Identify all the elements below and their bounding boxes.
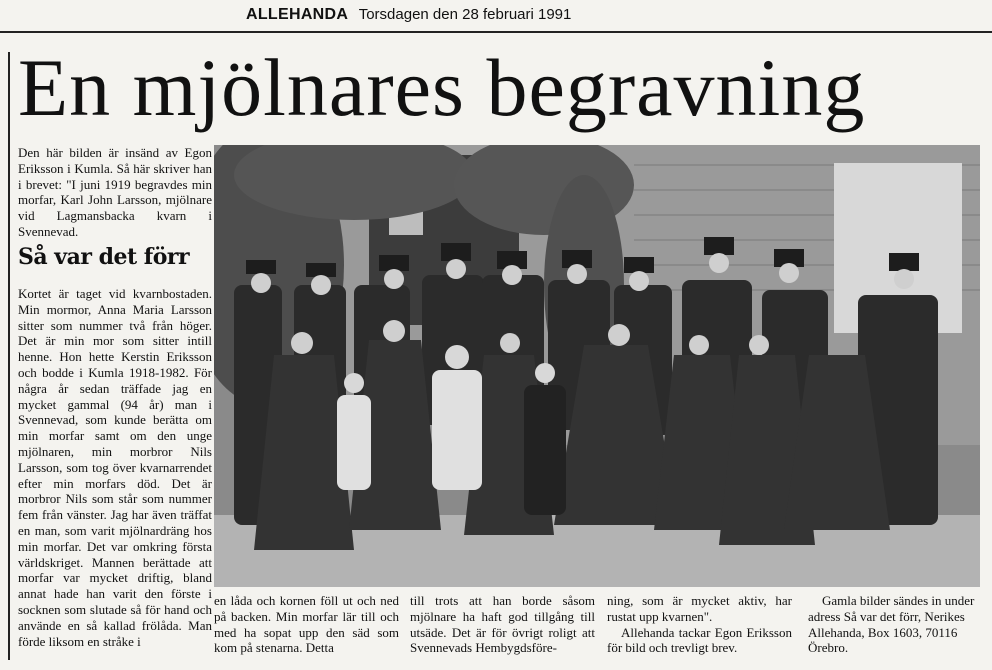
article-column-4	[607, 593, 792, 656]
masthead-rule	[0, 31, 992, 33]
submission-info	[808, 593, 984, 656]
issue-date: Torsdagen den 28 februari 1991	[358, 6, 572, 23]
column-4-text-a: ning, som är mycket aktiv, har rustat upp kvarnen".	[607, 593, 792, 624]
column-4-text-b: Allehanda tackar Egon Eriksson för bild och trevligt brev.	[607, 624, 792, 656]
body-text: Kortet är taget vid kvarnbostaden. Min mormor, Anna Maria Larsson sitter som nummer två från höger. Det är min mor som sitter intill henne. Hon hette Kerstin Eriksson och bodde i Kumla 1918-1982. För några år sedan träffade jag en mycket gammal (94 år) man i Svennevad, som kunde berätta om min morfar samt om den unge mjölnaren, min morbror Nils Larsson, som tog över kvarnarrendet efter min morfars död. Det är morbror Nils som står som nummer fem från vänster. Jag har även träffat en man, som varit mjölnardräng hos min morfar. Det var omkring första världskriget. Mannen berättade att morfar var mycket driftig, bland annat hade han varit den förste i socknen som slutade så för hand och använde en så kallad frölåda. Man förde liksom en stråke i	[18, 286, 212, 649]
group-photo	[214, 145, 980, 587]
submission-text: Gamla bilder sändes in under adress Så var det förr, Nerikes Allehanda, Box 1603, 70116 Örebro.	[808, 593, 975, 656]
column-rule	[8, 52, 10, 660]
photo-illustration	[214, 145, 980, 587]
headline: En mjölnares begravning	[18, 42, 866, 133]
newspaper-name: ALLEHANDA	[246, 6, 349, 23]
section-subhead: Så var det förr	[18, 244, 190, 270]
article-column-2: en låda och kornen föll ut och ned på backen. Min morfar lär till och med ha sopat upp den säd som kom på stenarna. Detta	[214, 593, 399, 656]
intro-text: Den här bilden är insänd av Egon Eriksson i Kumla. Så här skriver han i brevet: "I juni 1919 begravdes min morfar, Karl John Larsson, mjölnare vid Lagmansbacka kvarn i Svennevad.	[18, 145, 212, 239]
article-column-3: till trots att han borde såsom mjölnare ha haft god tillgång till utsäde. Det är för övrigt roligt att Svennevads Hembygdsföre-	[410, 593, 595, 656]
masthead	[246, 6, 571, 24]
